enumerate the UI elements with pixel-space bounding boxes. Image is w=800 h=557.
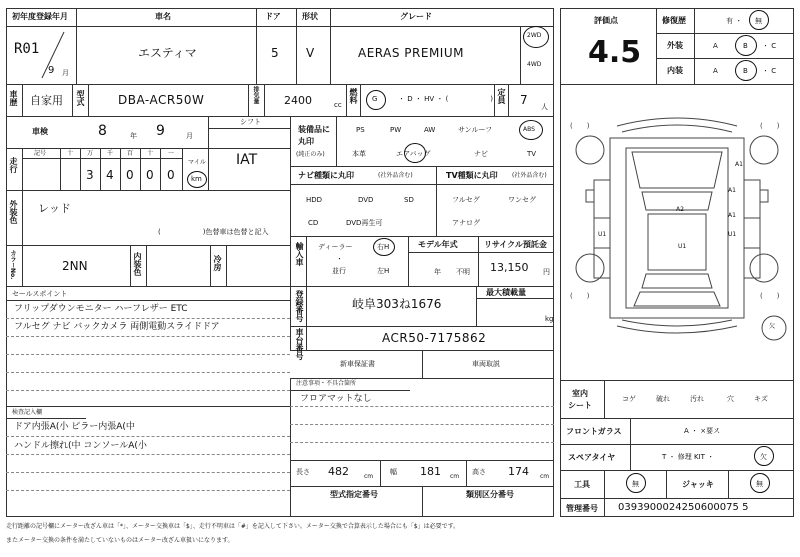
navi-type-sub: (社外品含む) — [378, 172, 413, 179]
divider — [290, 390, 410, 391]
divider — [380, 460, 381, 486]
mileage-digit: 0 — [126, 168, 134, 182]
equipment-label: 装備品に — [298, 125, 330, 134]
height-value: 174 — [508, 465, 529, 478]
cc-unit: cc — [334, 101, 342, 109]
displacement-value: 2400 — [284, 94, 312, 107]
dashed-line — [290, 424, 554, 425]
tv-fullseg: フルセグ — [452, 196, 480, 204]
month-unit-2: 月 — [186, 132, 193, 140]
spare-selected: 欠 — [760, 453, 767, 461]
divider — [520, 26, 521, 84]
score-value: 4.5 — [588, 35, 642, 70]
interior-grade-label: 内装 — [667, 66, 683, 75]
ac-label: 冷房 — [213, 255, 222, 271]
divider — [666, 470, 667, 498]
model-year-label: モデル年式 — [418, 240, 458, 249]
dashed-line — [6, 436, 290, 437]
mileage-col-label: 一 — [168, 150, 175, 157]
type-number-label: 型式指定番号 — [330, 490, 378, 499]
import-parallel: 並行 — [332, 267, 346, 275]
damage-mark: A1 — [728, 212, 736, 219]
divider — [6, 300, 290, 301]
color-no-label: カラーNo. — [9, 250, 16, 280]
color-no-value: 2NN — [62, 259, 88, 273]
divider — [6, 116, 554, 117]
divider — [422, 350, 423, 378]
tv-type-sub: (社外品含む) — [512, 172, 547, 179]
interior-grade-dot: ・ C — [762, 67, 777, 75]
kg-unit: kg — [545, 315, 554, 323]
divider — [422, 486, 423, 517]
divider — [76, 8, 77, 84]
divider — [290, 286, 291, 350]
door-label: ドア — [265, 12, 281, 21]
inspection-month: 9 — [156, 123, 165, 139]
exterior-grade-a: A — [713, 42, 718, 50]
divider — [72, 84, 73, 116]
damage-mark: A2 — [676, 206, 684, 213]
dashed-line — [6, 354, 290, 355]
mileage-col-label: 百 — [127, 150, 134, 157]
model-value: DBA-ACR50W — [118, 93, 205, 107]
drive-2wd: 2WD — [527, 32, 542, 39]
divider — [630, 418, 631, 470]
repair-no: 無 — [755, 17, 762, 25]
height-label: 高さ — [472, 468, 486, 476]
navi-cd: CD — [308, 219, 319, 227]
drive-4wd: 4WD — [527, 61, 542, 68]
capacity-value: 7 — [520, 93, 528, 107]
divider — [290, 326, 554, 327]
divider — [560, 418, 794, 419]
dashed-line — [290, 406, 554, 407]
divider — [478, 236, 479, 286]
year-unit: 年 — [130, 132, 137, 140]
jack-label: ジャッキ — [682, 480, 714, 489]
divider — [360, 84, 361, 116]
interior-grade-a: A — [713, 67, 718, 75]
divider — [6, 418, 86, 419]
missing-mark: 欠 — [769, 323, 776, 330]
tv-type-label: TV種類に丸印 — [446, 171, 498, 180]
width-value: 181 — [420, 465, 441, 478]
interior-grade-b: B — [743, 67, 748, 75]
exterior-grade-b: B — [743, 42, 748, 50]
sales-point-line2: フルセグ ナビ バックカメラ 両側電動スライドドア — [14, 322, 220, 332]
divider — [130, 245, 131, 286]
equipment-sub-label: (純正のみ) — [296, 151, 325, 158]
damage-mark: U1 — [678, 243, 687, 250]
dashed-line — [6, 472, 290, 473]
mileage-mile-unit: マイル — [188, 159, 206, 166]
max-load-label: 最大積載量 — [486, 288, 526, 297]
divider — [694, 8, 695, 84]
spare-label: スペアタイヤ — [568, 453, 616, 462]
mileage-digit: 4 — [106, 168, 114, 182]
divider — [466, 460, 467, 486]
seat-label-2: シート — [568, 401, 592, 410]
divider — [6, 406, 290, 407]
equip-navi: ナビ — [474, 150, 488, 158]
footer-line2: またメーター交換の条件を満たしていないものはメーター改ざん車扱いになります。 — [6, 537, 234, 544]
first-reg-label: 初年度登録年月 — [12, 12, 68, 21]
divider — [656, 58, 794, 59]
mileage-digit: 3 — [86, 168, 94, 182]
height-unit: cm — [540, 473, 550, 480]
equip-sunroof: サンルーフ — [458, 126, 493, 134]
recycle-amount: 13,150 — [490, 261, 529, 274]
mileage-col-label: 記号 — [34, 150, 47, 157]
exterior-grade-dot: ・ C — [762, 42, 777, 50]
divider — [476, 286, 477, 326]
divider — [6, 286, 554, 287]
svg-text:( ): ( ) — [760, 292, 780, 300]
chassis-label: 車台番号 — [295, 328, 304, 360]
yen-unit: 円 — [543, 268, 550, 276]
recycle-label: リサイクル預託金 — [484, 240, 547, 249]
grade-value: AERAS PREMIUM — [358, 46, 464, 60]
divider — [306, 236, 307, 286]
divider — [476, 298, 554, 299]
spare-value: T ・ 修理 KIT ・ — [662, 453, 715, 461]
dashed-line — [6, 454, 290, 455]
equip-leather: 本革 — [352, 150, 366, 158]
equip-aw: AW — [424, 126, 436, 134]
divider — [88, 84, 89, 116]
divider — [226, 245, 227, 286]
divider — [6, 245, 290, 246]
jack-value: 無 — [756, 480, 763, 488]
month-unit: 月 — [62, 69, 69, 77]
divider — [6, 26, 554, 27]
damage-mark: U1 — [728, 231, 737, 238]
divider — [160, 148, 161, 190]
navi-dvd-play: DVD再生可 — [346, 219, 383, 227]
divider — [408, 252, 554, 253]
equip-pw: PW — [390, 126, 402, 134]
shape-label: 形状 — [302, 12, 318, 21]
divider — [6, 148, 290, 149]
tv-analog: アナログ — [452, 219, 480, 227]
divider — [728, 470, 729, 498]
usage-value: 自家用 — [30, 94, 63, 107]
inspector-label: 検査記入欄 — [12, 409, 43, 416]
divider — [210, 245, 211, 286]
mileage-col-label: 万 — [87, 150, 94, 157]
class-number-label: 類別区分番号 — [466, 490, 514, 499]
svg-text:( ): ( ) — [760, 122, 780, 130]
divider — [100, 148, 101, 190]
dashed-line — [290, 442, 554, 443]
first-reg-month: 9 — [48, 65, 55, 76]
dashed-line — [6, 390, 290, 391]
interior-color-label: 内装色 — [133, 252, 142, 276]
car-name-label: 車名 — [155, 12, 171, 21]
damage-mark: U1 — [598, 231, 607, 238]
divider — [560, 380, 794, 381]
divider — [290, 116, 291, 286]
repair-label: 修復歴 — [662, 16, 686, 25]
divider — [436, 166, 437, 236]
fuel-label: 燃料 — [349, 88, 358, 104]
mileage-label: 走行 — [9, 157, 18, 173]
footer-line1: 走行距離の記号欄にメーター改ざん車は「*」、メーター交換車は「$」、走行不明車は「#」を記入して下さい。メーター交換で合算表示した場合にも「$」は必要です。 — [6, 523, 460, 530]
import-dot: ・ — [336, 255, 343, 263]
registration-label: 登録番号 — [295, 290, 304, 322]
equip-tv: TV — [527, 150, 537, 158]
inspection-label: 車検 — [32, 127, 48, 136]
divider — [22, 84, 23, 116]
usage-label: 車歴 — [9, 90, 18, 106]
svg-text:( ): ( ) — [570, 292, 590, 300]
tv-oneseg: ワンセグ — [508, 196, 536, 204]
dashed-line — [6, 318, 290, 319]
divider — [256, 8, 257, 84]
tool-label: 工具 — [574, 480, 590, 489]
divider — [330, 8, 331, 84]
color-note: ( )色替車は色替と記入 — [158, 228, 269, 236]
dashed-line — [6, 490, 290, 491]
mileage-col-label: 十 — [67, 150, 74, 157]
divider — [290, 184, 554, 185]
divider — [60, 148, 61, 190]
displacement-label: 排気量 — [252, 86, 259, 104]
length-label: 長さ — [296, 468, 310, 476]
inspector-line2: ハンドル擦れ(中 コンソールA(小 — [14, 441, 147, 451]
divider — [290, 236, 554, 237]
divider — [140, 148, 141, 190]
divider — [508, 84, 509, 116]
fuel-g: G — [372, 95, 378, 103]
navi-sd: SD — [404, 196, 414, 204]
divider — [656, 8, 657, 84]
divider — [208, 128, 290, 129]
person-unit: 人 — [541, 103, 548, 111]
divider — [264, 84, 265, 116]
mileage-col-label: 千 — [107, 150, 114, 157]
divider — [346, 84, 347, 116]
divider — [296, 8, 297, 84]
divider — [146, 245, 147, 286]
divider — [494, 84, 495, 116]
mgmt-label: 管理番号 — [566, 504, 598, 513]
capacity-label: 定員 — [497, 88, 506, 104]
divider — [290, 378, 554, 379]
width-unit: cm — [450, 473, 460, 480]
divider — [290, 460, 291, 517]
tool-value: 無 — [632, 480, 639, 488]
mileage-km-unit: km — [191, 175, 202, 183]
equip-ps: PS — [356, 126, 365, 134]
chassis-number: ACR50-7175862 — [382, 331, 487, 345]
registration-number: 岐阜303ね1676 — [352, 297, 442, 311]
divider — [6, 190, 290, 191]
divider — [408, 236, 409, 286]
inspection-year: 8 — [98, 123, 107, 139]
glass-value: A ・ ×要ス — [684, 427, 721, 435]
car-name: エスティマ — [138, 46, 197, 60]
seat-item: 破れ — [656, 395, 670, 403]
mileage-col-label: 十 — [147, 150, 154, 157]
damage-mark: A1 — [728, 187, 736, 194]
sales-point-label: セールスポイント — [12, 290, 68, 298]
exterior-grade-label: 外装 — [667, 41, 683, 50]
equip-abs: ABS — [523, 126, 535, 133]
exterior-color-value: レッド — [38, 202, 71, 215]
svg-text:( ): ( ) — [570, 122, 590, 130]
divider — [22, 148, 23, 190]
width-label: 幅 — [390, 468, 397, 476]
model-year-unknown: 不明 — [456, 268, 470, 276]
mgmt-number: 0393900024250600075 5 — [618, 502, 749, 513]
divider — [80, 148, 81, 190]
grade-label: グレード — [400, 12, 432, 21]
import-dealer: ディーラー — [318, 243, 353, 251]
navi-dvd: DVD — [358, 196, 374, 204]
divider — [560, 84, 794, 85]
notes-label: 注意事項・不具合箇所 — [296, 380, 357, 387]
divider — [22, 245, 23, 286]
import-label: 輸入車 — [295, 242, 304, 266]
divider — [656, 33, 794, 34]
seat-item: 汚れ — [690, 395, 704, 403]
notes-text: フロアマットなし — [300, 394, 372, 404]
model-year-unit: 年 — [434, 268, 441, 276]
seat-item: キズ — [754, 395, 768, 403]
divider — [560, 470, 794, 471]
seat-label: 室内 — [572, 389, 588, 398]
import-right-h: 右H — [377, 243, 390, 251]
divider — [22, 158, 182, 159]
divider — [248, 84, 249, 116]
mileage-digit: 0 — [146, 168, 154, 182]
dashed-line — [6, 372, 290, 373]
navi-hdd: HDD — [306, 196, 323, 204]
glass-label: フロントガラス — [566, 427, 622, 436]
doors-value: 5 — [271, 46, 279, 60]
fuel-options: ・ D ・ HV ・ ( ) — [398, 95, 494, 103]
first-reg-era: R01 — [14, 41, 40, 57]
length-unit: cm — [364, 473, 374, 480]
navi-type-label: ナビ種類に丸印 — [298, 171, 354, 180]
model-label: 型式 — [76, 90, 85, 106]
shape-value: V — [306, 46, 315, 60]
divider — [182, 148, 183, 190]
divider — [120, 148, 121, 190]
doc-warranty: 新車保証書 — [340, 360, 375, 368]
equipment-label-2: 丸印 — [298, 137, 314, 146]
length-value: 482 — [328, 465, 349, 478]
car-damage-diagram — [562, 88, 792, 378]
exterior-color-label: 外装色 — [9, 200, 18, 224]
shift-label: シフト — [240, 118, 261, 126]
divider — [306, 286, 307, 350]
damage-mark: A1 — [735, 161, 743, 168]
sales-point-line1: フリップダウンモニター ハーフレザー ETC — [14, 304, 188, 314]
divider — [22, 190, 23, 245]
divider — [336, 116, 337, 166]
divider — [604, 380, 605, 418]
shift-value: IAT — [236, 152, 258, 168]
divider — [290, 460, 554, 461]
dashed-line — [6, 336, 290, 337]
inspector-line1: ドア内張A(小 ピラー内張A(中 — [14, 422, 135, 432]
divider — [560, 444, 794, 445]
seat-item: 穴 — [727, 395, 734, 403]
divider — [604, 470, 605, 517]
mileage-digit: 0 — [167, 168, 175, 182]
doc-manual: 車両取説 — [472, 360, 500, 368]
divider — [560, 498, 794, 499]
repair-yes: 有 ・ — [726, 17, 743, 25]
divider — [290, 166, 554, 167]
import-left-h: 左H — [377, 267, 390, 275]
equip-airbag: エアバッグ — [396, 150, 431, 158]
seat-item: コゲ — [622, 395, 636, 403]
score-label: 評価点 — [594, 16, 618, 25]
